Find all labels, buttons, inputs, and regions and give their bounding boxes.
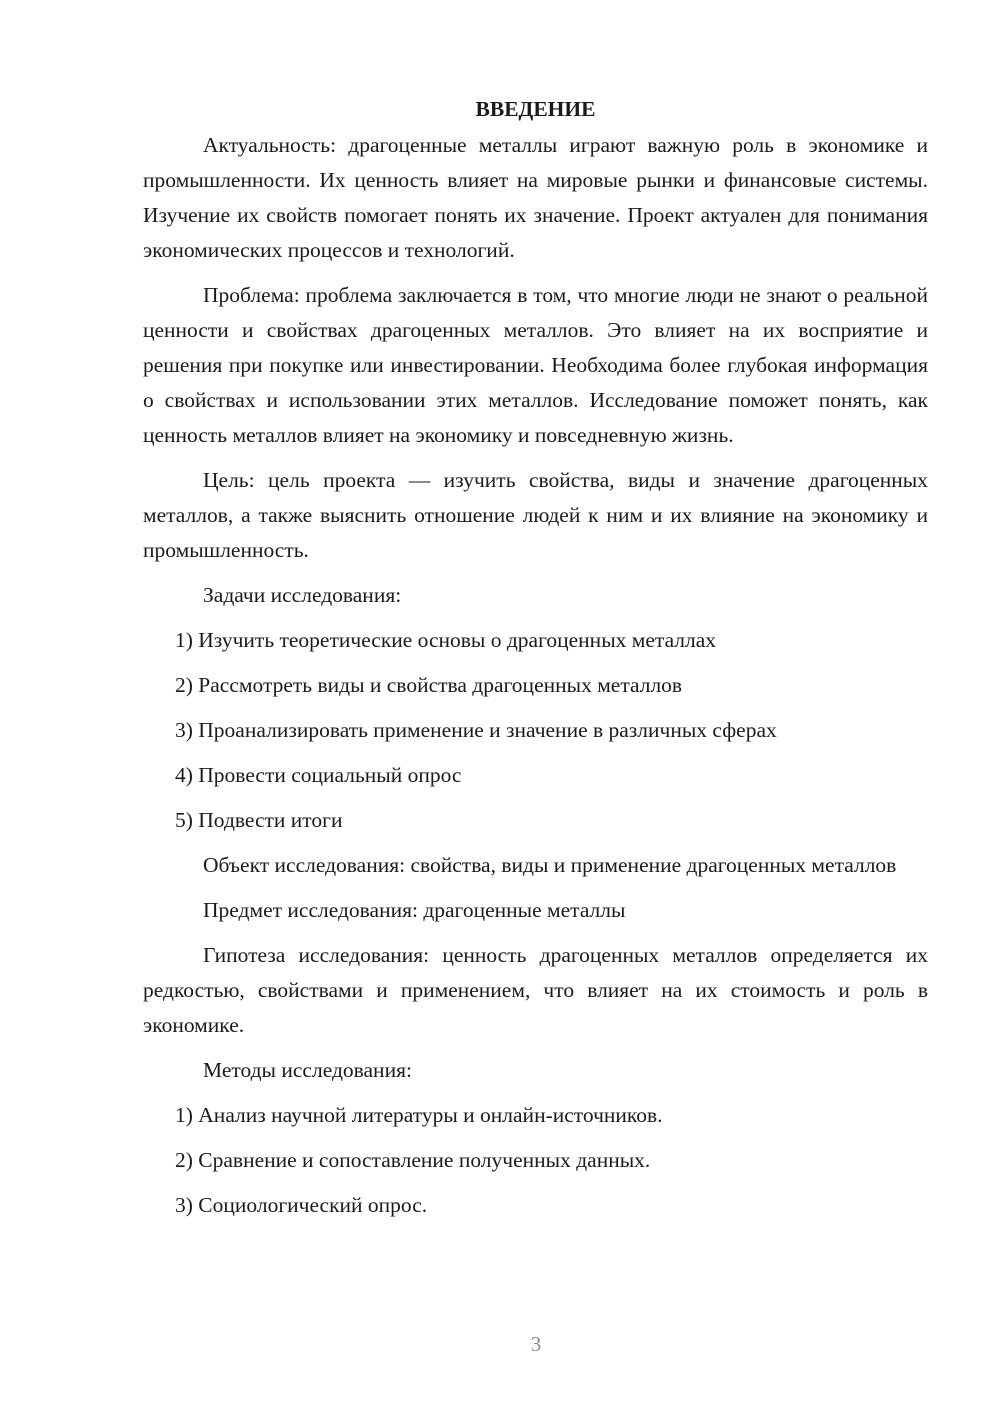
method-item-1: 1) Анализ научной литературы и онлайн-источников.	[175, 1103, 663, 1127]
task-item-2: 2) Рассмотреть виды и свойства драгоценных металлов	[175, 673, 683, 697]
paragraph-goal: Цель: цель проекта — изучить свойства, виды и значение драгоценных металлов, а также выяснить отношение людей к ним и их влияние на экономику и промышленность.	[143, 468, 928, 562]
methods-label: Методы исследования:	[203, 1058, 412, 1082]
page-content	[143, 92, 928, 1233]
paragraph-subject: Предмет исследования: драгоценные металлы	[203, 898, 626, 922]
page-title: ВВЕДЕНИЕ	[475, 97, 596, 121]
paragraph-problem: Проблема: проблема заключается в том, что многие люди не знают о реальной ценности и свойствах драгоценных металлов. Это влияет на их восприятие и решения при покупке или инвестировании. Необходима более глубокая информация о свойствах и использовании этих металлов. Исследование поможет понять, как ценность металлов влияет на экономику и повседневную жизнь.	[143, 283, 928, 447]
paragraph-object: Объект исследования: свойства, виды и применение драгоценных металлов	[203, 853, 897, 877]
task-item-5: 5) Подвести итоги	[175, 808, 343, 832]
task-item-1: 1) Изучить теоретические основы о драгоценных металлах	[175, 628, 717, 652]
tasks-label: Задачи исследования:	[203, 583, 402, 607]
task-item-4: 4) Провести социальный опрос	[175, 763, 462, 787]
page-number: 3	[530, 1332, 542, 1356]
task-item-3: 3) Проанализировать применение и значение в различных сферах	[175, 718, 777, 742]
method-item-3: 3) Социологический опрос.	[175, 1193, 428, 1217]
paragraph-hypothesis: Гипотеза исследования: ценность драгоценных металлов определяется их редкостью, свойствами и применением, что влияет на их стоимость и роль в экономике.	[143, 943, 928, 1037]
paragraph-relevance: Актуальность: драгоценные металлы играют важную роль в экономике и промышленности. Их ценность влияет на мировые рынки и финансовые системы. Изучение их свойств помогает понять их значение. Проект актуален для понимания экономических процессов и технологий.	[143, 133, 928, 262]
method-item-2: 2) Сравнение и сопоставление полученных данных.	[175, 1148, 651, 1172]
